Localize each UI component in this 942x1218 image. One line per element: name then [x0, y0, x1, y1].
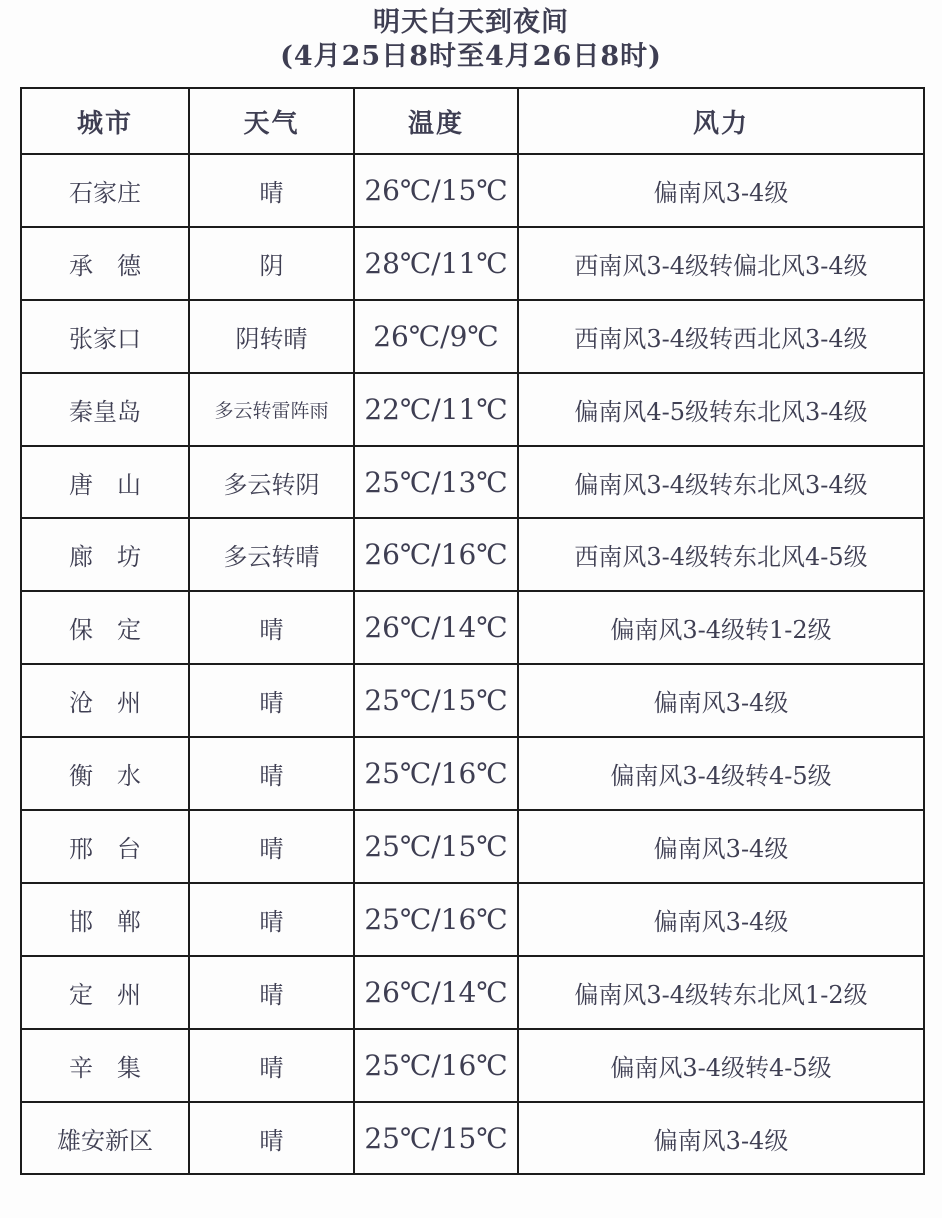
wind-cell: 偏南风3-4级转东北风3-4级: [518, 446, 924, 519]
weather-cell: 晴: [189, 664, 354, 737]
city-cell: 秦皇岛: [21, 373, 189, 446]
wind-cell: 偏南风3-4级: [518, 883, 924, 956]
table-row: [21, 883, 924, 956]
temperature-cell: 26℃/15℃: [354, 154, 518, 227]
weather-cell: 晴: [189, 956, 354, 1029]
wind-cell: 偏南风3-4级: [518, 1102, 924, 1175]
table-row: [21, 446, 924, 519]
city-cell: 定 州: [21, 956, 189, 1029]
wind-cell: 偏南风3-4级转东北风1-2级: [518, 956, 924, 1029]
wind-cell: 偏南风3-4级: [518, 810, 924, 883]
city-cell: 唐 山: [21, 446, 189, 519]
weather-cell: 晴: [189, 1029, 354, 1102]
weather-cell: 晴: [189, 1102, 354, 1175]
header-weather: 天气: [189, 88, 354, 154]
temperature-cell: 25℃/13℃: [354, 446, 518, 519]
weather-cell: 阴转晴: [189, 300, 354, 373]
temperature-cell: 22℃/11℃: [354, 373, 518, 446]
wind-cell: 西南风3-4级转东北风4-5级: [518, 518, 924, 591]
table-row: [21, 300, 924, 373]
weather-cell: 晴: [189, 591, 354, 664]
temperature-cell: 26℃/16℃: [354, 518, 518, 591]
table-row: [21, 373, 924, 446]
temperature-cell: 26℃/14℃: [354, 591, 518, 664]
temperature-cell: 25℃/15℃: [354, 664, 518, 737]
weather-cell: 晴: [189, 737, 354, 810]
city-cell: 邯 郸: [21, 883, 189, 956]
wind-cell: 偏南风3-4级: [518, 664, 924, 737]
table-row: [21, 664, 924, 737]
temperature-cell: 28℃/11℃: [354, 227, 518, 300]
city-cell: 邢 台: [21, 810, 189, 883]
weather-cell: 多云转阴: [189, 446, 354, 519]
city-cell: 廊 坊: [21, 518, 189, 591]
weather-cell: 晴: [189, 154, 354, 227]
temperature-cell: 26℃/9℃: [354, 300, 518, 373]
weather-cell: 晴: [189, 810, 354, 883]
table-row: [21, 154, 924, 227]
wind-cell: 西南风3-4级转偏北风3-4级: [518, 227, 924, 300]
city-cell: 张家口: [21, 300, 189, 373]
forecast-table: [20, 87, 925, 1175]
wind-cell: 偏南风3-4级转4-5级: [518, 737, 924, 810]
wind-cell: 偏南风3-4级: [518, 154, 924, 227]
header-city: 城市: [21, 88, 189, 154]
table-row: [21, 1102, 924, 1175]
city-cell: 辛 集: [21, 1029, 189, 1102]
page-title: [0, 6, 942, 74]
header-wind: 风力: [518, 88, 924, 154]
weather-cell: 多云转晴: [189, 518, 354, 591]
title-line-2: (4月25日8时至4月26日8时): [280, 40, 662, 72]
table-row: [21, 737, 924, 810]
city-cell: 沧 州: [21, 664, 189, 737]
city-cell: 雄安新区: [21, 1102, 189, 1175]
city-cell: 承 德: [21, 227, 189, 300]
table-row: [21, 518, 924, 591]
temperature-cell: 26℃/14℃: [354, 956, 518, 1029]
title-line-1: 明天白天到夜间: [373, 7, 569, 38]
weather-cell: 阴: [189, 227, 354, 300]
header-temperature: 温度: [354, 88, 518, 154]
wind-cell: 偏南风4-5级转东北风3-4级: [518, 373, 924, 446]
table-row: [21, 591, 924, 664]
weather-cell: 晴: [189, 883, 354, 956]
wind-cell: 西南风3-4级转西北风3-4级: [518, 300, 924, 373]
temperature-cell: 25℃/15℃: [354, 810, 518, 883]
table-row: [21, 956, 924, 1029]
temperature-cell: 25℃/16℃: [354, 737, 518, 810]
table-row: [21, 1029, 924, 1102]
weather-cell: 多云转雷阵雨: [189, 373, 354, 446]
temperature-cell: 25℃/16℃: [354, 1029, 518, 1102]
wind-cell: 偏南风3-4级转1-2级: [518, 591, 924, 664]
city-cell: 保 定: [21, 591, 189, 664]
table-row: [21, 810, 924, 883]
table-row: [21, 227, 924, 300]
wind-cell: 偏南风3-4级转4-5级: [518, 1029, 924, 1102]
temperature-cell: 25℃/16℃: [354, 883, 518, 956]
temperature-cell: 25℃/15℃: [354, 1102, 518, 1175]
city-cell: 衡 水: [21, 737, 189, 810]
city-cell: 石家庄: [21, 154, 189, 227]
header-row: [21, 88, 924, 154]
